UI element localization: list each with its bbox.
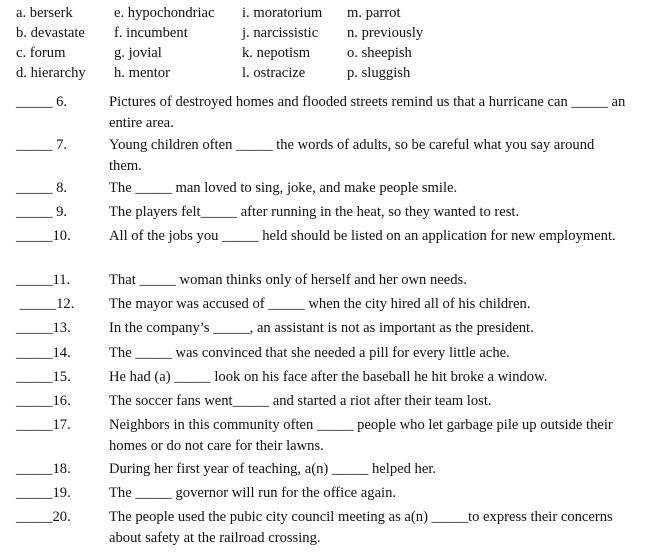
question-text: The _____ was convinced that she needed a pill for every little ache. [109, 345, 510, 361]
answer-blank-number: _____16. [16, 393, 71, 409]
answer-blank-number: _____14. [16, 345, 71, 361]
question-text: Young children often _____ the words of adults, so be careful what you say around them. [109, 137, 595, 174]
word-option: h. mentor [114, 65, 170, 81]
word-option: e. hypochondriac [114, 5, 215, 21]
word-option: c. forum [16, 45, 66, 61]
answer-blank-number: _____18. [16, 461, 71, 477]
answer-blank-number: _____11. [16, 272, 71, 288]
question-text: The soccer fans went_____ and started a riot after their team lost. [109, 393, 492, 409]
question-text: That _____ woman thinks only of herself and her own needs. [109, 272, 467, 288]
answer-blank-number: _____15. [16, 369, 71, 385]
question-text: Neighbors in this community often _____ people who let garbage pile up outside their homes or do not care for their lawns. [109, 417, 613, 454]
word-option: b. devastate [16, 25, 85, 41]
question-text: The _____ governor will run for the office again. [109, 485, 397, 501]
word-option: d. hierarchy [16, 65, 86, 81]
answer-blank-number: _____13. [16, 320, 71, 336]
word-option: l. ostracize [242, 65, 306, 81]
word-option: k. nepotism [242, 45, 311, 61]
word-option: o. sheepish [347, 45, 412, 61]
answer-blank-number: _____ 9. [16, 204, 68, 220]
word-option: a. berserk [16, 5, 73, 21]
word-option: g. jovial [114, 45, 162, 61]
answer-blank-number: _____10. [16, 228, 71, 244]
question-text: The players felt_____ after running in the heat, so they wanted to rest. [109, 204, 520, 220]
question-text: During her first year of teaching, a(n) _____ helped her. [109, 461, 437, 477]
question-text: He had (a) _____ look on his face after the baseball he hit broke a window. [109, 369, 548, 385]
answer-blank-number: _____19. [16, 485, 71, 501]
word-option: i. moratorium [242, 5, 323, 21]
word-option: m. parrot [347, 5, 401, 21]
question-text: The mayor was accused of _____ when the city hired all of his children. [109, 296, 531, 312]
question-text: Pictures of destroyed homes and flooded streets remind us that a hurricane can _____ an entire area. [109, 94, 626, 131]
question-text: In the company’s _____, an assistant is not as important as the president. [109, 320, 534, 336]
word-option: p. sluggish [347, 65, 411, 81]
word-option: j. narcissistic [242, 25, 319, 41]
word-option: n. previously [347, 25, 424, 41]
question-text: The _____ man loved to sing, joke, and make people smile. [109, 180, 458, 196]
word-option: f. incumbent [114, 25, 188, 41]
question-text: The people used the pubic city council meeting as a(n) _____to express their concerns about safety at the railroad crossing. [109, 509, 613, 546]
answer-blank-number: _____ 7. [16, 137, 68, 153]
answer-blank-number: _____12. [16, 296, 75, 312]
answer-blank-number: _____ 8. [16, 180, 68, 196]
answer-blank-number: _____20. [16, 509, 71, 525]
answer-blank-number: _____17. [16, 417, 71, 433]
question-text: All of the jobs you _____ held should be listed on an application for new employment. [109, 228, 616, 244]
answer-blank-number: _____ 6. [16, 94, 68, 110]
